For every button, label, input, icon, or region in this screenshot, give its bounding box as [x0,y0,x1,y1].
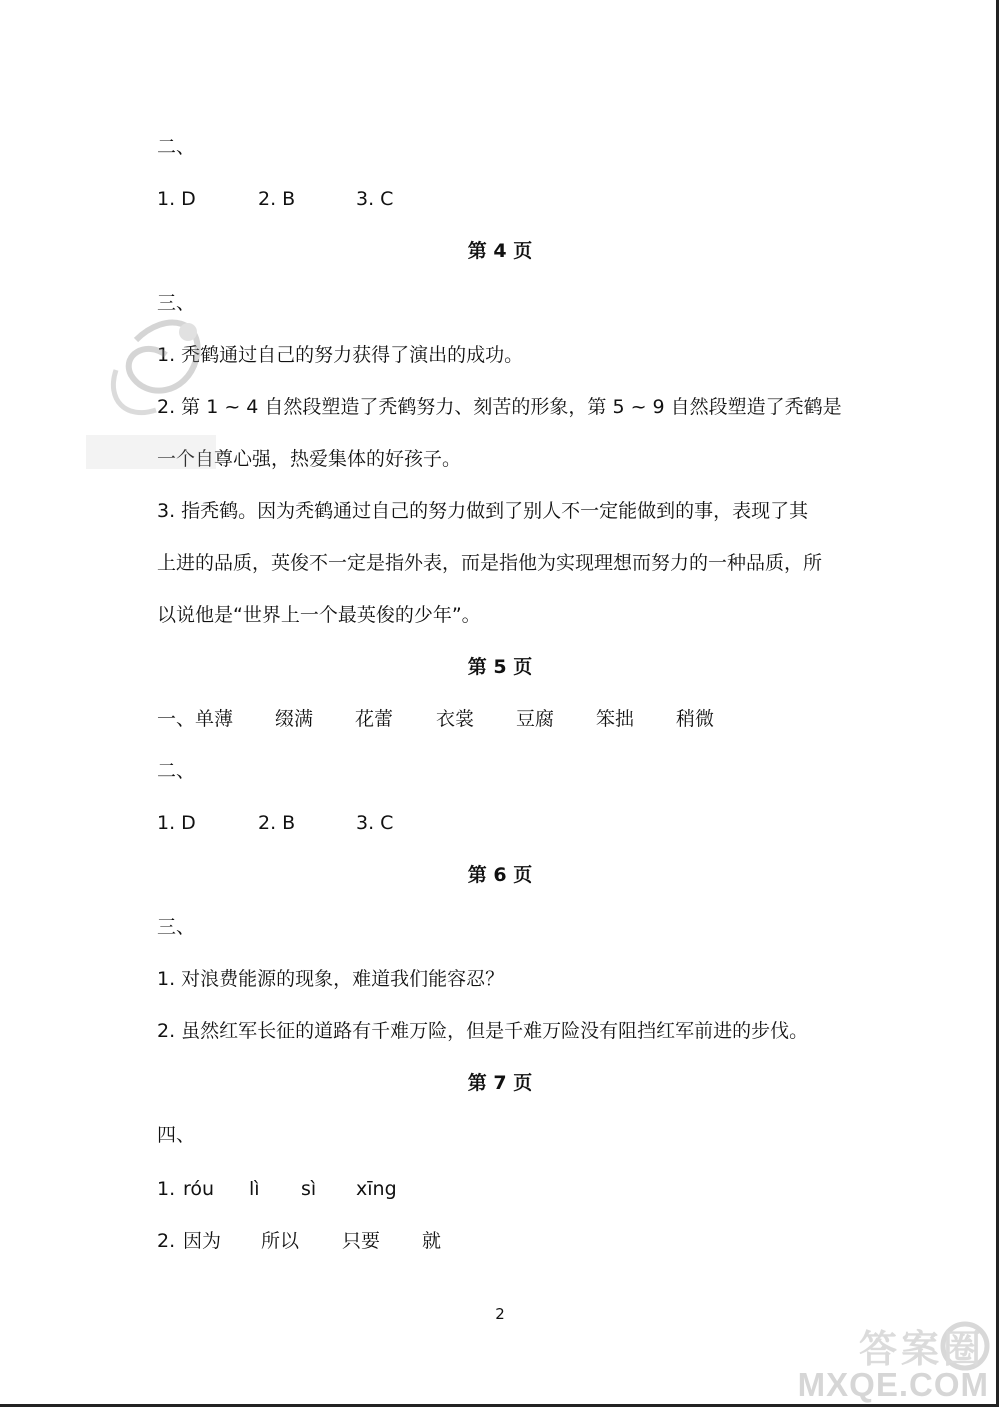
vocab-word: 花蕾 [355,708,394,730]
page-heading: 第 7 页 [467,1072,533,1094]
answer: 3. C [356,188,394,210]
section-label: 三、 [157,916,196,938]
section-label: 四、 [157,1124,196,1146]
page-number: 2 [495,1305,505,1323]
vocab-word: 缀满 [275,708,314,730]
answer-line: 2. 虽然红军长征的道路有千难万险，但是千难万险没有阻挡红军前进的步伐。 [157,1020,809,1042]
page-heading: 第 5 页 [467,656,533,678]
section-label: 三、 [157,292,196,314]
section-label: 一、 [157,708,196,730]
watermark-en: MXQE.COM [797,1366,989,1403]
section-label: 二、 [157,136,196,158]
pinyin: róu [183,1178,215,1200]
vocab-word: 笨拙 [596,708,635,730]
answer: 3. C [356,812,394,834]
page-heading: 第 6 页 [467,864,533,886]
conjunction: 所以 [261,1230,300,1252]
section-label: 二、 [157,760,196,782]
pinyin: sì [301,1178,317,1200]
answer: 1. D [157,188,196,210]
stamp-logo [76,300,226,500]
vocab-word: 单薄 [195,708,234,730]
pinyin: lì [249,1178,260,1200]
answer-line: 2. 第 1 ~ 4 自然段塑造了秃鹤努力、刻苦的形象，第 5 ~ 9 自然段塑造了秃鹤是 [157,396,842,418]
watermark-cn: 答案圈 [858,1327,985,1371]
answer-line: 上进的品质，英俊不一定是指外表，而是指他为实现理想而努力的一种品质，所 [157,552,823,574]
item-number: 1. [157,1178,176,1200]
answer-line: 1. 秃鹤通过自己的努力获得了演出的成功。 [157,344,524,366]
answer: 2. B [258,188,296,210]
answer-line: 以说他是“世界上一个最英俊的少年”。 [157,604,481,626]
answer-line: 3. 指秃鹤。因为秃鹤通过自己的努力做到了别人不一定能做到的事，表现了其 [157,500,809,522]
item-number: 2. [157,1230,176,1252]
conjunction: 就 [422,1230,442,1252]
answer: 1. D [157,812,196,834]
conjunction: 因为 [183,1230,222,1252]
vocab-word: 豆腐 [516,708,555,730]
watermark-logo [797,1318,997,1406]
vocab-word: 稍微 [676,708,715,730]
vocab-word: 衣裳 [436,708,475,730]
answer: 2. B [258,812,296,834]
answer-line: 1. 对浪费能源的现象，难道我们能容忍？ [157,968,505,990]
answer-line: 一个自尊心强，热爱集体的好孩子。 [157,448,462,470]
conjunction: 只要 [342,1230,381,1252]
pinyin: xīng [356,1178,397,1200]
page-heading: 第 4 页 [467,240,533,262]
